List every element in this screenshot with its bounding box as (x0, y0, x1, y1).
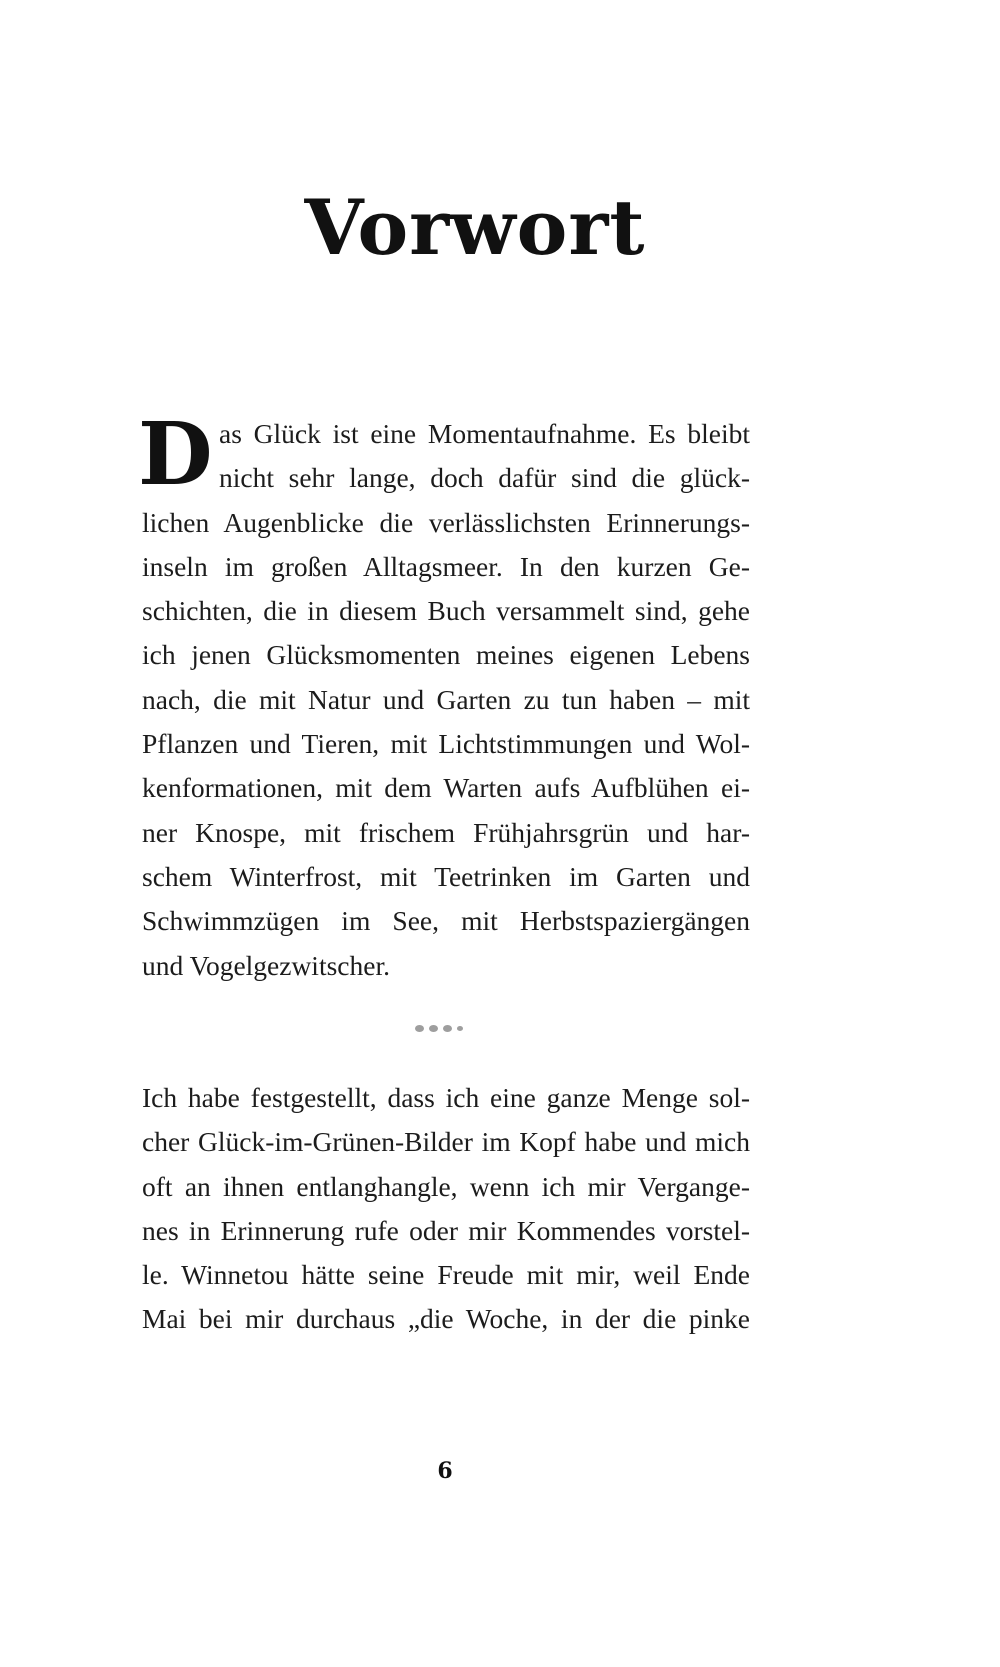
text-line: nach, die mit Natur und Garten zu tun haben – mit (142, 683, 750, 715)
dotted-ornament-icon (415, 1018, 475, 1038)
ornament-dot (429, 1025, 438, 1032)
text-line: Schwimmzügen im See, mit Herbstspaziergängen (142, 905, 750, 937)
text-line: Ich habe festgestellt, dass ich eine ganze Menge sol- (142, 1082, 750, 1113)
text-line: inseln im großen Alltagsmeer. In den kurzen Ge- (142, 550, 750, 582)
text-line: schichten, die in diesem Buch versammelt sind, gehe (142, 595, 750, 627)
text-line: oft an ihnen entlanghangle, wenn ich mir Vergange- (142, 1170, 750, 1202)
text-line: ner Knospe, mit frischem Frühjahrsgrün und har- (142, 816, 750, 848)
text-line: Mai bei mir durchaus „die Woche, in der die pinke (142, 1303, 750, 1335)
paragraph-2 (142, 1076, 750, 1342)
ornament-dot (415, 1025, 424, 1032)
text-line: und Vogelgezwitscher. (142, 949, 390, 981)
text-line: kenformationen, mit dem Warten aufs Aufblühen ei- (142, 772, 750, 804)
text-line: cher Glück-im-Grünen-Bilder im Kopf habe und mich (142, 1126, 750, 1158)
ornament-dot (443, 1025, 452, 1032)
text-line: schem Winterfrost, mit Teetrinken im Garten und (142, 860, 750, 892)
page-number: 6 (437, 1458, 453, 1484)
text-line: nicht sehr lange, doch dafür sind die glück- (219, 462, 750, 494)
text-line: as Glück ist eine Momentaufnahme. Es bleibt (219, 418, 750, 449)
text-line: le. Winnetou hätte seine Freude mit mir, weil Ende (142, 1259, 750, 1291)
text-line: Pflanzen und Tieren, mit Lichtstimmungen und Wol- (142, 728, 750, 760)
text-line: lichen Augenblicke die verlässlichsten Erinnerungs- (142, 506, 750, 538)
chapter-title: Vorwort (304, 183, 646, 272)
text-line: nes in Erinnerung rufe oder mir Kommendes vorstel- (142, 1214, 750, 1246)
ornament-dot (457, 1026, 463, 1031)
text-line: ich jenen Glücksmomenten meines eigenen Lebens (142, 639, 750, 671)
drop-cap: D (138, 404, 213, 505)
paragraph-1 (142, 412, 750, 988)
